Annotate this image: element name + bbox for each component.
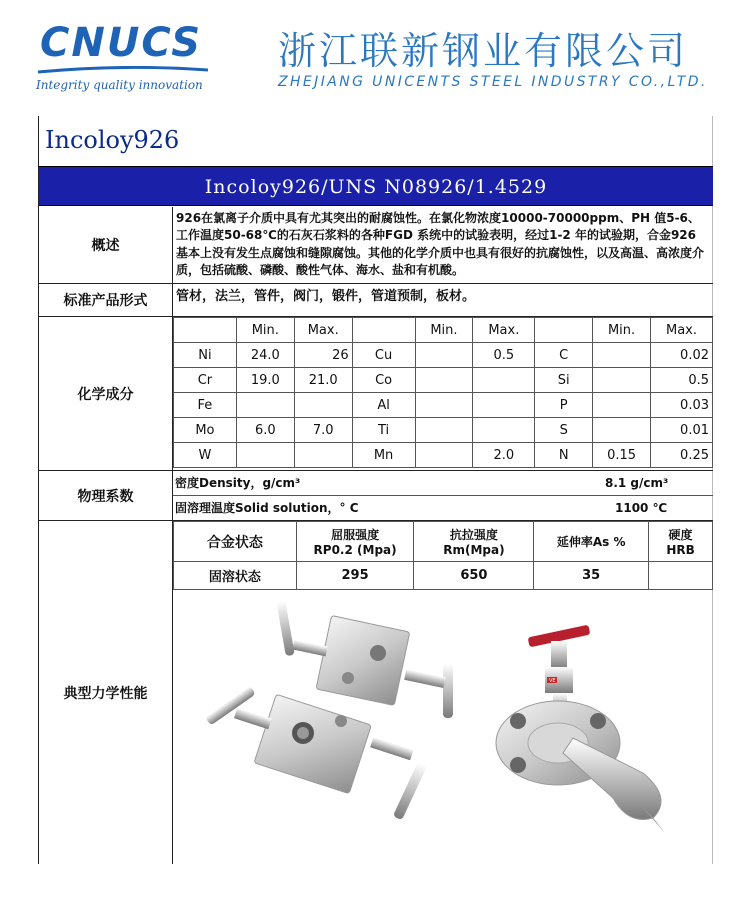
- table-row: [174, 562, 713, 590]
- value-cell: 0.15: [593, 443, 651, 468]
- solution-label: 固溶理温度Solid solution，° C: [175, 501, 359, 515]
- chemistry-header-row: [174, 318, 713, 343]
- value-cell: [415, 393, 473, 418]
- flange-valve-image: [496, 625, 665, 833]
- grade-banner-text: Incoloy926/UNS N08926/1.4529: [204, 176, 548, 198]
- company-name-en: ZHEJIANG UNICENTS STEEL INDUSTRY CO.,LTD.: [278, 74, 708, 90]
- density-value: 8.1 g/cm³: [605, 476, 669, 490]
- yield-header-title: 屈服强度: [331, 528, 380, 542]
- element-cell: Ti: [352, 418, 415, 443]
- company-name-cn: 浙江联新钢业有限公司: [278, 29, 689, 73]
- elongation-cell: 35: [534, 562, 649, 590]
- product-photos: [173, 593, 713, 863]
- value-cell: [415, 343, 473, 368]
- value-cell: [236, 443, 294, 468]
- value-cell: [236, 393, 294, 418]
- value-cell: [593, 343, 651, 368]
- state-cell: 固溶状态: [174, 562, 297, 590]
- overview-row: [39, 207, 713, 284]
- element-cell: Ni: [174, 343, 237, 368]
- value-cell: 0.5: [651, 368, 713, 393]
- header-cell: [535, 318, 593, 343]
- valve-tag-text: VE: [549, 678, 556, 684]
- value-cell: [593, 418, 651, 443]
- header-cell: Max.: [294, 318, 352, 343]
- value-cell: 0.01: [651, 418, 713, 443]
- header-cell: Max.: [651, 318, 713, 343]
- value-cell: 0.25: [651, 443, 713, 468]
- element-cell: Si: [535, 368, 593, 393]
- density-label: 密度Density，g/cm³: [175, 476, 301, 490]
- table-row: [174, 418, 713, 443]
- yield-header-unit: RP0.2 (Mpa): [313, 543, 397, 557]
- solution-line: [173, 496, 713, 521]
- header-cell: Max.: [473, 318, 535, 343]
- chemistry-label: 化学成分: [39, 317, 173, 470]
- tensile-header: [414, 522, 534, 562]
- value-cell: 19.0: [236, 368, 294, 393]
- logo-swoosh-icon: [38, 66, 208, 74]
- value-cell: 0.03: [651, 393, 713, 418]
- tensile-header-title: 抗拉强度: [449, 528, 498, 542]
- table-row: [174, 368, 713, 393]
- element-cell: Mn: [352, 443, 415, 468]
- table-row: [174, 443, 713, 468]
- header-cell: Min.: [593, 318, 651, 343]
- element-cell: Al: [352, 393, 415, 418]
- value-cell: [593, 368, 651, 393]
- element-cell: P: [535, 393, 593, 418]
- yield-header: [296, 522, 414, 562]
- overview-text: 926在氯离子介质中具有尤其突出的耐腐蚀性。在氯化物浓度10000-70000ppm、PH 值5-6、工作温度50-68℃的石灰石浆料的各种FGD 系统中的试验表明，经过1-2 年的试验期，合金926 基本上没有发生点腐蚀和缝隙腐蚀。其他的化学介质中也具有很好的抗腐蚀性，以及高温、高浓度介质，包括硫酸、磷酸、酸性气体、海水、盐和有机酸。: [176, 211, 705, 278]
- value-cell: [473, 368, 535, 393]
- element-cell: Cr: [174, 368, 237, 393]
- hardness-header: [649, 522, 713, 562]
- value-cell: [593, 393, 651, 418]
- elongation-header: 延伸率As %: [534, 522, 649, 562]
- value-cell: 0.02: [651, 343, 713, 368]
- value-cell: 21.0: [294, 368, 352, 393]
- value-cell: [294, 393, 352, 418]
- logo-tagline: Integrity quality innovation: [36, 78, 203, 92]
- page-title: Incoloy926: [45, 126, 180, 154]
- manifold-valve-image: [205, 601, 453, 821]
- value-cell: 6.0: [236, 418, 294, 443]
- value-cell: [473, 393, 535, 418]
- datasheet: [38, 116, 713, 864]
- element-cell: Fe: [174, 393, 237, 418]
- header-cell: [352, 318, 415, 343]
- overview-label: 概述: [39, 207, 173, 283]
- chemistry-row: [39, 317, 713, 471]
- solution-value: 1100 ℃: [615, 501, 668, 515]
- forms-text: 管材，法兰，管件，阀门，锻件，管道预制，板材。: [176, 289, 476, 304]
- value-cell: 7.0: [294, 418, 352, 443]
- header-cell: [174, 318, 237, 343]
- table-row: [174, 393, 713, 418]
- header-cell: Min.: [236, 318, 294, 343]
- mechanical-row: [39, 521, 713, 864]
- value-cell: [473, 418, 535, 443]
- element-cell: N: [535, 443, 593, 468]
- header-cell: Min.: [415, 318, 473, 343]
- value-cell: 2.0: [473, 443, 535, 468]
- mechanical-header-row: [174, 522, 713, 562]
- value-cell: [415, 443, 473, 468]
- table-row: [174, 343, 713, 368]
- value-cell: [294, 443, 352, 468]
- hardness-header-title: 硬度: [668, 528, 693, 542]
- tensile-cell: 650: [414, 562, 534, 590]
- chemistry-table: [173, 317, 713, 468]
- forms-row: [39, 284, 713, 317]
- tensile-header-unit: Rm(Mpa): [443, 543, 505, 557]
- element-cell: Cu: [352, 343, 415, 368]
- logo-text: CNUCS: [40, 20, 203, 66]
- value-cell: [415, 418, 473, 443]
- grade-banner: [39, 166, 713, 206]
- value-cell: 0.5: [473, 343, 535, 368]
- yield-cell: 295: [296, 562, 414, 590]
- mechanical-label: 典型力学性能: [39, 521, 173, 864]
- element-cell: W: [174, 443, 237, 468]
- value-cell: [415, 368, 473, 393]
- physical-row: [39, 471, 713, 521]
- density-line: [173, 471, 713, 496]
- hardness-header-unit: HRB: [666, 543, 695, 557]
- state-header: 合金状态: [174, 522, 297, 562]
- element-cell: Mo: [174, 418, 237, 443]
- element-cell: C: [535, 343, 593, 368]
- value-cell: 24.0: [236, 343, 294, 368]
- company-logo: [34, 14, 224, 99]
- forms-label: 标准产品形式: [39, 284, 173, 316]
- element-cell: Co: [352, 368, 415, 393]
- mechanical-table: [173, 521, 713, 590]
- physical-label: 物理系数: [39, 471, 173, 520]
- element-cell: S: [535, 418, 593, 443]
- hardness-cell: [649, 562, 713, 590]
- value-cell: 26: [294, 343, 352, 368]
